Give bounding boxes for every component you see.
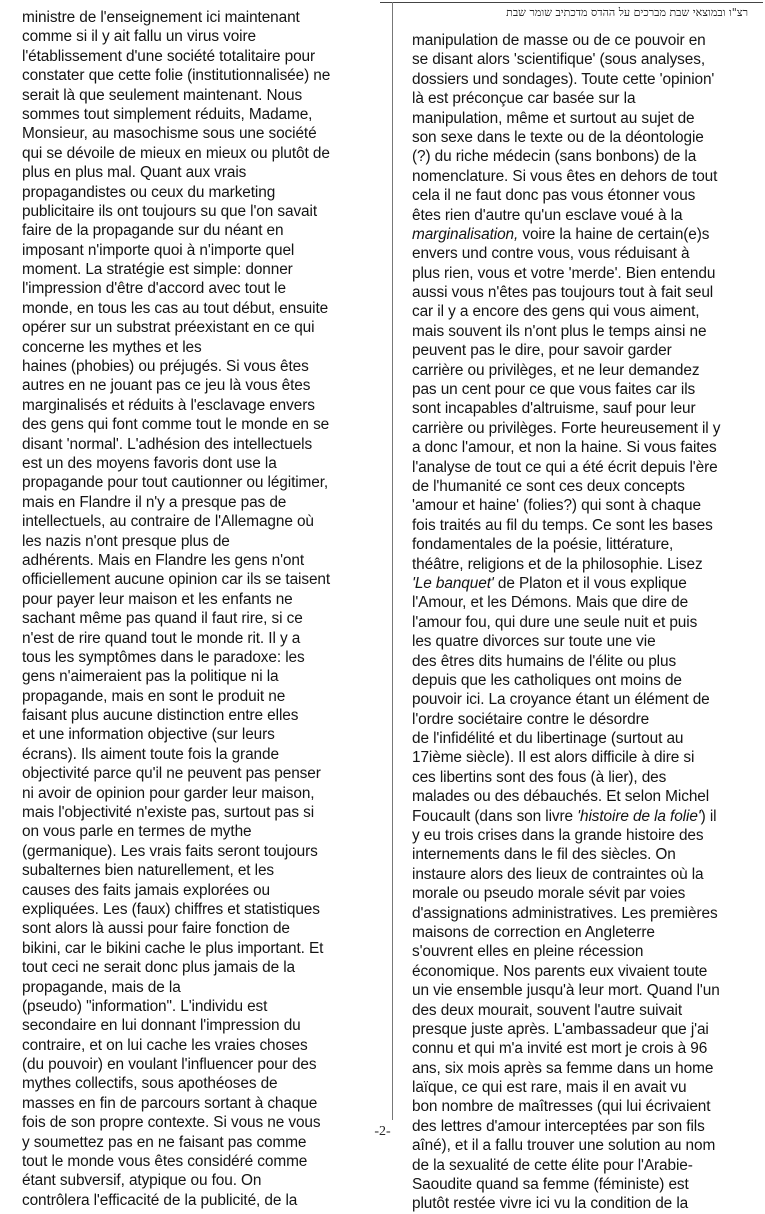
text-line: cela il ne faut donc pas vous étonner vous (412, 187, 696, 205)
left-column-text (22, 8, 368, 1210)
text-line: étant subversif, atypique ou fou. On (22, 1172, 262, 1190)
italic-text: 'histoire de la folie' (577, 807, 701, 825)
text-line: de l'humanité ce sont ces deux concepts (412, 477, 685, 495)
text-line: comme si il y ait fallu un virus voire (22, 28, 256, 46)
text-line: y soumettez pas en ne faisant pas comme (22, 1133, 307, 1151)
text-line: monde, en tous les cas au tout début, ensuite (22, 299, 329, 317)
text-line: nomenclature. Si vous êtes en dehors de tout (412, 167, 718, 185)
text-line: pouvoir ici. La croyance étant un élément de (412, 691, 710, 709)
text-line: dossiers und sondages). Toute cette 'opinion' (412, 70, 715, 88)
text-line: n'est de rire quand tout le monde rit. Il y a (22, 629, 301, 647)
text-line: opérer sur un substrat préexistant en ce qui (22, 319, 315, 337)
text-line: l'Amour, et les Démons. Mais que dire de (412, 594, 689, 612)
text-line: fois traités au fil du temps. Ce sont les bases (412, 516, 713, 534)
text-line: marginalisés et réduits à l'esclavage envers (22, 396, 315, 414)
text-line: tous les symptômes dans le paradoxe: les (22, 648, 305, 666)
text-line: adhérents. Mais en Flandre les gens n'ont (22, 551, 305, 569)
text-line: pas un cent pour ce que vous faites car ils (412, 381, 696, 399)
text-line: économique. Nos parents eux vivaient toute (412, 962, 708, 980)
text-line: propagande pour tout cautionner ou légitimer, (22, 474, 329, 492)
text-line: contraire, et on lui cache les vraies choses (22, 1036, 308, 1054)
text-line: faire de la propagande sur du néant en (22, 222, 284, 240)
text-line: morale ou pseudo morale sévit par voies (412, 885, 686, 903)
text-line: sachant même pas quand il faut rire, si ce (22, 610, 303, 628)
text-line: on vous parle en termes de mythe (22, 823, 252, 841)
text-line: a donc l'amour, et non la haine. Si vous faites (412, 439, 717, 457)
text-line: mais l'objectivité n'existe pas, surtout pas si (22, 804, 315, 822)
text-line: l'analyse de tout ce qui a été écrit depuis l'ère (412, 458, 718, 476)
text-line: d'assignations administratives. Les premières (412, 904, 718, 922)
text-line: marginalisation, voire la haine de certain(e)s (412, 225, 710, 243)
text-line: expliquées. Les (faux) chiffres et statistiques (22, 900, 320, 918)
text-line: envers und contre vous, vous réduisant à (412, 245, 690, 263)
text-line: plus en plus mal. Quant aux vrais (22, 164, 247, 182)
text-line: presque juste après. L'ambassadeur que j'ai (412, 1020, 709, 1038)
text-line: autres en ne jouant pas ce jeu là vous êtes (22, 377, 311, 395)
text-line: de la sexualité de cette élite pour l'Arabie- (412, 1156, 693, 1174)
text-line: tout ceci ne serait donc plus jamais de la (22, 959, 295, 977)
italic-text: 'Le banquet' (412, 574, 494, 592)
text-line: des gens qui font comme tout le monde en se (22, 416, 330, 434)
page-number: -2- (374, 1124, 391, 1139)
text-line: propagande, mais de la (22, 978, 181, 996)
text-line: peuvent pas le dire, pour savoir garder (412, 342, 672, 360)
text-line: sommes tout simplement réduits, Madame, (22, 105, 313, 123)
text-line: de l'infidélité et du libertinage (surtout au (412, 730, 684, 748)
text-line: subalternes bien naturellement, et les (22, 862, 275, 880)
text-line: laïque, ce qui est rare, mais il en avait vu (412, 1079, 687, 1097)
text-line: malades ou des débauchés. Et selon Michel (412, 788, 710, 806)
text-line: propagandistes ou ceux du marketing (22, 183, 276, 201)
text-line: officiellement aucune opinion car ils se taisent (22, 571, 331, 589)
text-line: sont incapables d'altruisme, sauf pour leur (412, 400, 696, 418)
text-line: objectivité parce qu'il ne peuvent pas penser (22, 765, 321, 783)
text-line: 17ième siècle). Il est alors difficile à dire si (412, 749, 695, 767)
text-line: bon nombre de maîtresses (qui lui écrivaient (412, 1098, 711, 1116)
text-line: manipulation de masse ou de ce pouvoir en (412, 32, 706, 49)
text-line: secondaire en lui donnant l'impression du (22, 1017, 301, 1035)
text-line: car il y a encore des gens qui vous aiment, (412, 303, 700, 321)
text-line: l'établissement d'une société totalitaire pour (22, 47, 316, 65)
text-line: bikini, car le bikini cache le plus important. Et (22, 939, 324, 957)
text-line: êtes rien d'autre qu'un esclave voué à la (412, 206, 683, 224)
text-line: se disant alors 'scientifique' (sous analyses, (412, 51, 705, 69)
text-line: constater que cette folie (institutionnalisée) ne (22, 67, 331, 85)
text-line: et une information objective (sur leurs (22, 726, 275, 744)
text-line: publicitaire ils ont toujours su que l'on savait (22, 202, 318, 220)
text-line: un vie ensemble jusqu'à leur mort. Quand l'un (412, 982, 720, 1000)
text-line: (du pouvoir) en voulant l'influencer pour des (22, 1056, 317, 1074)
text-line: là est préconçue car basée sur la (412, 90, 636, 108)
text-line: s'ouvrent elles en pleine récession (412, 943, 644, 961)
text-line: mais en Flandre il n'y a presque pas de (22, 493, 287, 511)
text-line: aîné), et il a fallu trouver une solution au nom (412, 1137, 716, 1155)
text-line: fondamentales de la poésie, littérature, (412, 536, 674, 554)
text-line: Foucault (dans son livre 'histoire de la folie') il (412, 807, 717, 825)
text-line: qui se dévoile de mieux en mieux ou plutôt de (22, 144, 330, 162)
text-line: les quatre divorces sur toute une vie (412, 633, 656, 651)
column-divider (392, 2, 393, 1120)
text-line: intellectuels, au contraire de l'Allemagne où (22, 513, 314, 531)
text-line: pour payer leur maison et les enfants ne (22, 590, 293, 608)
text-line: l'ordre sociétaire contre le désordre (412, 710, 650, 728)
text-line: (pseudo) "information". L'individu est (22, 997, 268, 1015)
text-line: plus rien, vous et votre 'merde'. Bien entendu (412, 264, 716, 282)
text-line: écrans). Ils aiment toute fois la grande (22, 745, 279, 763)
text-line: l'amour fou, qui dure une seule nuit et puis (412, 613, 698, 631)
text-line: concerne les mythes et les (22, 338, 202, 356)
text-line: plutôt restée vivre ici vu la condition de la (412, 1195, 689, 1213)
italic-text: marginalisation, (412, 225, 519, 243)
text-line: causes des faits jamais explorées ou (22, 881, 270, 899)
text-line: Monsieur, au masochisme sous une société (22, 125, 317, 143)
text-line: internements dans le fil des siècles. On (412, 846, 676, 864)
text-line: maisons de correction en Angleterre (412, 923, 655, 941)
text-line: ces libertins sont des fous (à lier), des (412, 768, 667, 786)
text-line: mais souvent ils n'ont plus le temps ainsi ne (412, 322, 707, 340)
text-line: y eu trois crises dans la grande histoire des (412, 827, 704, 845)
right-column (412, 0, 748, 1213)
text-line: moment. La stratégie est simple: donner (22, 261, 293, 279)
text-line: fois de son propre contexte. Si vous ne vous (22, 1114, 321, 1132)
text-line: ans, six mois après sa femme dans un home (412, 1059, 714, 1077)
text-line: masses en fin de parcours sortant à chaque (22, 1094, 318, 1112)
text-line: aussi vous n'êtes pas toujours tout à fait seul (412, 284, 714, 302)
text-line: depuis que les catholiques ont moins de (412, 671, 682, 689)
text-line: serait là que seulement maintenant. Nous (22, 86, 303, 104)
text-line: imposant n'importe quoi à n'importe quel (22, 241, 295, 259)
text-line: mythes collectifs, sous apothéoses de (22, 1075, 278, 1093)
text-line: connu et qui m'a invité est mort je crois à 96 (412, 1040, 708, 1058)
text-line: des deux mourait, souvent l'autre suivait (412, 1001, 683, 1019)
left-column (22, 0, 368, 1209)
text-line: propagande, mais en sont le produit ne (22, 687, 286, 705)
text-line: manipulation, même et surtout au sujet de (412, 109, 695, 127)
text-line: gens n'aimeraient pas la politique ni la (22, 668, 279, 686)
text-line: théâtre, religions et de la philosophie. Lisez (412, 555, 703, 573)
text-line: haines (phobies) ou préjugés. Si vous êtes (22, 358, 309, 376)
text-line: 'amour et haine' (folies?) qui sont à chaque (412, 497, 701, 515)
text-line: l'impression d'être d'accord avec tout le (22, 280, 286, 298)
hebrew-header-line: רצ"ו ובמוצאי שבת מברכים על ההדס מדכתיב שומר שבת (506, 6, 748, 19)
text-line: carrière ou privilèges, et ne leur demandez (412, 361, 700, 379)
text-line: disant 'normal'. L'adhésion des intellectuels (22, 435, 313, 453)
text-line: (?) du riche médecin (sans bonbons) de la (412, 148, 697, 166)
right-column-text (412, 31, 748, 1214)
text-line: ministre de l'enseignement ici maintenant (22, 9, 300, 26)
text-line: son sexe dans le texte ou de la déontologie (412, 128, 704, 146)
text-line: tout le monde vous êtes considéré comme (22, 1153, 308, 1171)
text-line: Saoudite quand sa femme (féministe) est (412, 1176, 689, 1194)
text-line: instaure alors des lieux de contraintes où la (412, 865, 704, 883)
text-line: les nazis n'ont presque plus de (22, 532, 230, 550)
text-line: sont alors là aussi pour faire fonction de (22, 920, 290, 938)
text-line: des lettres d'amour interceptées par son fils (412, 1117, 705, 1135)
text-line: est un des moyens favoris dont use la (22, 454, 277, 472)
text-line: ni avoir de opinion pour garder leur maison, (22, 784, 315, 802)
text-line: (germanique). Les vrais faits seront toujours (22, 842, 318, 860)
text-line: des êtres dits humains de l'élite ou plus (412, 652, 677, 670)
text-line: contrôlera l'efficacité de la publicité, de la (22, 1191, 298, 1209)
text-line: 'Le banquet' de Platon et il vous explique (412, 574, 687, 592)
text-line: carrière ou privilèges. Forte heureusement il y (412, 419, 721, 437)
text-line: faisant plus aucune distinction entre elles (22, 707, 299, 725)
